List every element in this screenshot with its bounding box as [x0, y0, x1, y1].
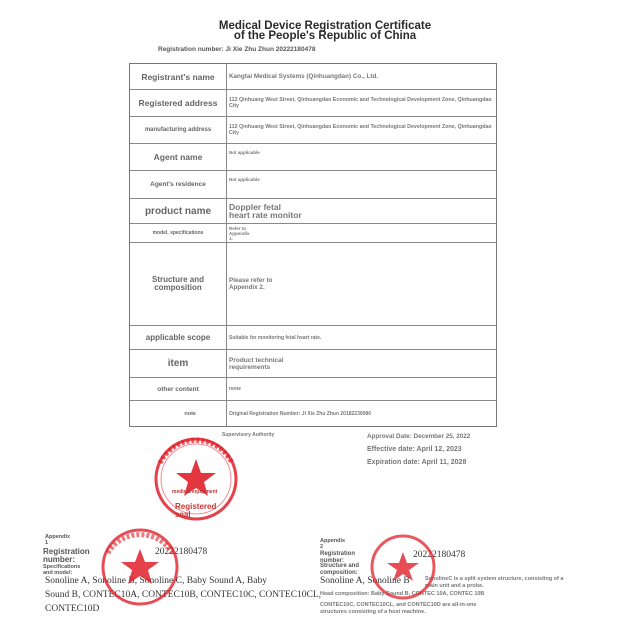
- row-value-note: Original Registration Number: Ji Xie Zhu Zhun 20182230080: [229, 410, 371, 417]
- row-value-product-name: Doppler fetal heart rate monitor: [229, 202, 302, 220]
- table-row: [130, 224, 496, 243]
- appendix1-models-line3: CONTEC10D: [45, 604, 100, 614]
- registration-number: Registration number: Ji Xie Zhu Zhun 20222180478: [158, 46, 316, 53]
- appendix1-reg-label: Registration number:: [43, 547, 90, 564]
- table-row: [130, 243, 496, 326]
- certificate-table: [129, 63, 497, 427]
- appendix1-models-line1: Sonoline A, Sonoline B, Sonoline C, Baby Sound A, Baby: [45, 576, 267, 586]
- row-value-applicable-scope: Suitable for monitoring fetal heart rate.: [229, 334, 322, 341]
- certificate-title-line1: Medical Device Registration Certificate: [218, 20, 432, 32]
- table-row: [130, 90, 496, 117]
- row-label-structure-composition: Structure and composition: [130, 243, 227, 325]
- row-label-note: note: [130, 401, 227, 426]
- row-label-registered-address: Registered address: [130, 90, 227, 116]
- table-row: [130, 401, 496, 426]
- appendix2-note3: CONTEC10C, CONTEC10CL, and CONTEC10D are all-in-one structures consisting of a host machine.: [320, 602, 477, 615]
- appendix1-reg-number: 20222180478: [155, 547, 208, 557]
- effective-date: Effective date: April 12, 2023: [367, 446, 462, 453]
- expiration-date: Expiration date: April 11, 2028: [367, 459, 467, 466]
- row-value-manufacturing-address: 112 Qinhuang West Street, Qinhuangdao Economic and Technological Development Zone, Qinhuangdao City: [229, 124, 492, 136]
- table-row: [130, 350, 496, 378]
- authority-note: Supervisory Authority: [222, 432, 275, 438]
- appendix1-heading: Appendix 1: [45, 534, 71, 546]
- table-row: [130, 326, 496, 350]
- appendix1-seal-icon: [98, 525, 182, 609]
- appendix2-line1: Sonoline A, Sonoline B: [320, 576, 410, 586]
- appendix2-heading: Appendix 2: [320, 538, 346, 550]
- row-value-registered-address: 112 Qinhuang West Street, Qinhuangdao Economic and Technological Development Zone, Qinhuangdao City: [229, 97, 492, 109]
- appendix2-reg-number: 20222180478: [413, 550, 466, 560]
- certificate-title-line2: of the People's Republic of China: [233, 30, 417, 42]
- table-row: [130, 117, 496, 144]
- table-row: [130, 199, 496, 224]
- seal-text: Registered seal: [175, 502, 217, 519]
- table-row: [130, 144, 496, 171]
- appendix2-note1: SonolineC is a split system structure, consisting of a main unit and a probe.: [425, 576, 564, 589]
- row-label-other-content: other content: [130, 378, 227, 400]
- row-value-model-specifications: Refer to Appendix 1.: [229, 225, 250, 241]
- appendix2-seal-icon: [368, 532, 438, 602]
- appendix1-spec-label: Specifications and model:: [43, 564, 81, 576]
- row-label-agent-name: Agent name: [130, 144, 227, 170]
- appendix1-models-line2: Sound B, CONTEC10A, CONTEC10B, CONTEC10C, CONTEC10CL,: [45, 590, 322, 600]
- table-row: [130, 64, 496, 90]
- table-row: [130, 171, 496, 199]
- appendix2-reg-label: Registration number:: [320, 551, 356, 564]
- seal-caption: medical equipment: [172, 489, 218, 495]
- appendix2-struct-label: Structure and composition:: [320, 563, 360, 576]
- row-label-agent-residence: Agent's residence: [130, 171, 227, 198]
- appendix2-note2: Head composition: Baby Sound B, CONTEC 10A, CONTEC 10B: [320, 591, 485, 597]
- row-label-model-specifications: model, specifications: [130, 224, 227, 242]
- row-label-item: item: [130, 350, 227, 377]
- row-label-registrant-name: Registrant's name: [130, 64, 227, 89]
- row-value-registrant-name: Kangtai Medical Systems (Qinhuangdao) Co., Ltd.: [229, 73, 379, 80]
- approval-date: Approval Date: December 25, 2022: [367, 433, 471, 440]
- row-value-agent-name: Not applicable: [229, 150, 260, 155]
- row-label-manufacturing-address: manufacturing address: [130, 117, 227, 143]
- row-value-item: Product technical requirements: [229, 356, 284, 371]
- row-label-applicable-scope: applicable scope: [130, 326, 227, 349]
- table-row: [130, 378, 496, 401]
- row-value-structure-composition: Please refer to Appendix 2.: [229, 277, 273, 291]
- row-value-other-content: none: [229, 386, 241, 392]
- row-label-product-name: product name: [130, 199, 227, 223]
- row-value-agent-residence: Not applicable: [229, 177, 260, 182]
